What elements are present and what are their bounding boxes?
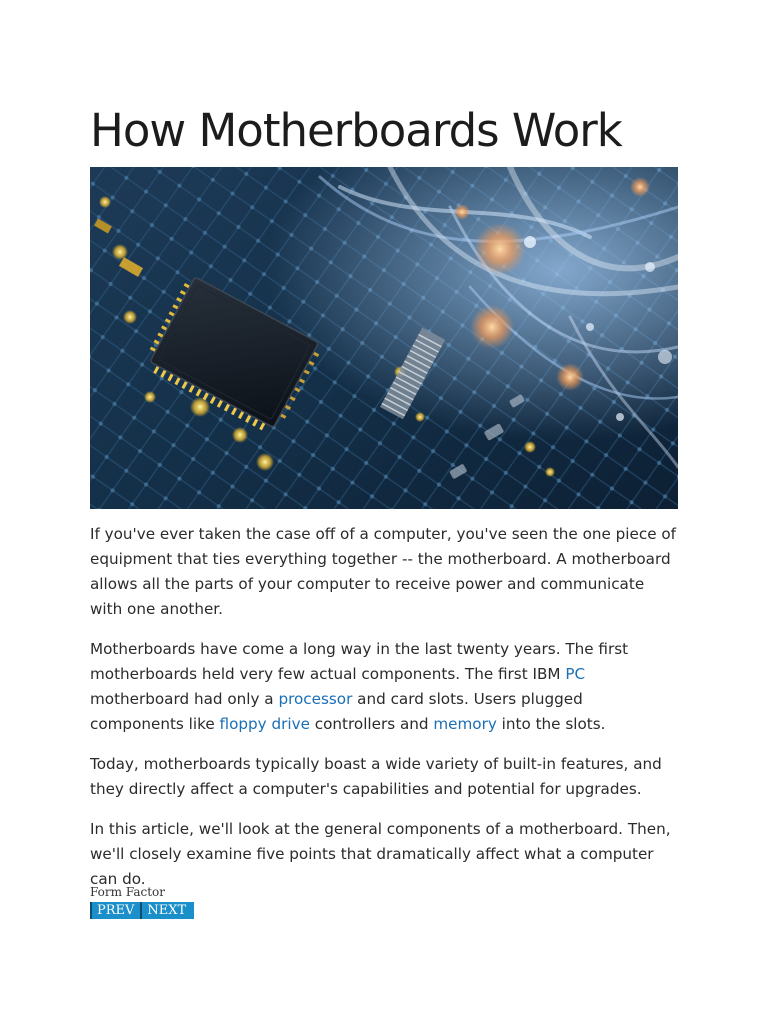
next-section-label: Form Factor <box>90 885 165 899</box>
paragraph-history: Motherboards have come a long way in the last twenty years. The first motherboards held very few actual components. The first IBM PC motherboard had only a processor and card slots. Users plugged components like floppy drive controllers and memory into the slots. <box>90 640 629 733</box>
link-memory[interactable]: memory <box>433 715 497 733</box>
pager <box>90 902 194 919</box>
next-button[interactable]: NEXT <box>140 902 194 919</box>
hero-image <box>90 167 678 509</box>
paragraph-today: Today, motherboards typically boast a wide variety of built-in features, and they directly affect a computer's capabilities and potential for upgrades. <box>90 755 662 798</box>
circuit-board-photo-icon <box>90 167 678 509</box>
prev-button[interactable]: PREV <box>90 902 140 919</box>
page-title: How Motherboards Work <box>90 104 622 157</box>
paragraph-intro: If you've ever taken the case off of a computer, you've seen the one piece of equipment that ties everything together -- the motherboard. A motherboard allows all the parts of your computer to receive power and communicate with one another. <box>90 525 677 618</box>
link-floppy-drive[interactable]: floppy drive <box>219 715 310 733</box>
link-processor[interactable]: processor <box>278 690 353 708</box>
article-body <box>90 522 680 907</box>
paragraph-overview: In this article, we'll look at the general components of a motherboard. Then, we'll closely examine five points that dramatically affect what a computer can do. <box>90 820 671 888</box>
link-pc[interactable]: PC <box>565 665 586 683</box>
